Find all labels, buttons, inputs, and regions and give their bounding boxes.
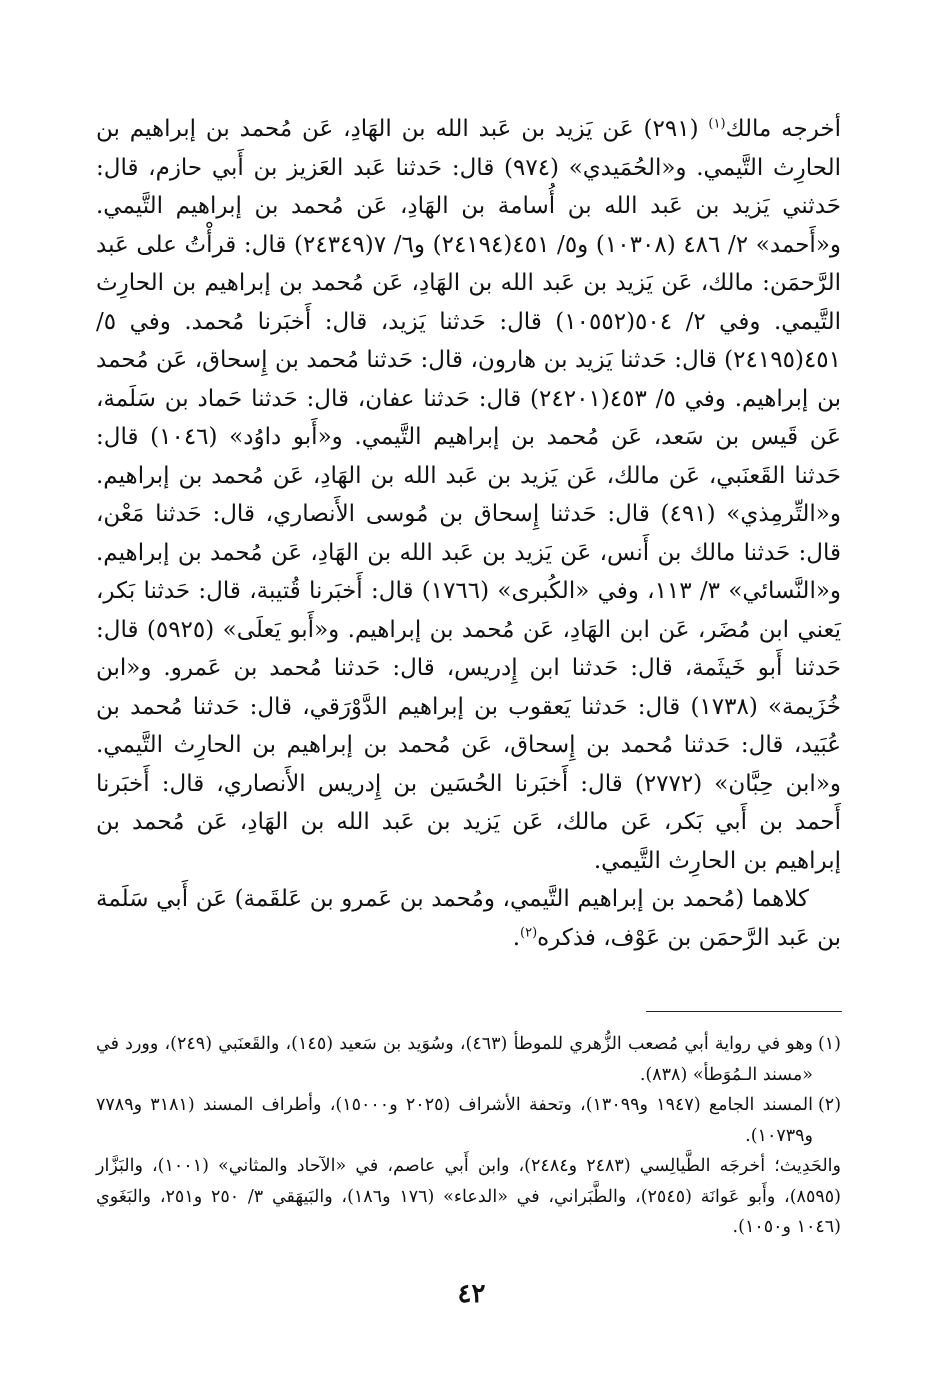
paragraph-2-end: . xyxy=(512,924,520,951)
footnote-2 xyxy=(96,1090,841,1151)
footnote-ref-1[interactable]: (١) xyxy=(708,116,726,132)
footnote-separator xyxy=(646,1011,842,1012)
paragraph-1-body: (٢٩١) عَن يَزيد بن عَبد الله بن الهَادِ، عَن مُحمد بن إبراهيم بن الحارِث التَّيمي. و«الحُمَيدي» (٩٧٤) قال: حَدثنا عَبد العَزيز بن أَبي حازم، قال: حَدثني يَزيد بن عَبد الله بن أُسامة بن الهَادِ، عَن مُحمد بن إبراهيم التَّيمي. و«أَحمد» ٢/ ٤٨٦ (١٠٣٠٨) و٥/ ٤٥١(٢٤١٩٤) و٦/ ٧(٢٤٣٤٩) قال: قرأْتُ على عَبد الرَّحمَن: مالك، عَن يَزيد بن عَبد الله بن الهَادِ، عَن مُحمد بن إبراهيم بن الحارِث التَّيمي. وفي ٢/ ٥٠٤(١٠٥٥٢) قال: حَدثنا يَزيد، قال: أَخبَرنا مُحمد. وفي ٥/ ٤٥١(٢٤١٩٥) قال: حَدثنا يَزيد بن هارون، قال: حَدثنا مُحمد بن إِسحاق، عَن مُحمد بن إبراهيم. وفي ٥/ ٤٥٣(٢٤٢٠١) قال: حَدثنا عفان، قال: حَدثنا حَماد بن سَلَمة، عَن قَيس بن سَعد، عَن مُحمد بن إبراهيم التَّيمي. و«أَبو داوُد» (١٠٤٦) قال: حَدثنا القَعنَبي، عَن مالك، عَن يَزيد بن عَبد الله بن الهَادِ، عَن مُحمد بن إبراهيم. و«التِّرمِذي» (٤٩١) قال: حَدثنا إِسحاق بن مُوسى الأَنصاري، قال: حَدثنا مَعْن، قال: حَدثنا مالك بن أَنس، عَن يَزيد بن عَبد الله بن الهَادِ، عَن مُحمد بن إبراهيم. و«النَّسائي» ٣/ ١١٣، وفي «الكُبرى» (١٧٦٦) قال: أَخبَرنا قُتيبة، قال: حَدثنا بَكر، يَعني ابن مُضَر، عَن ابن الهَادِ، عَن مُحمد بن إبراهيم. و«أَبو يَعلَى» (٥٩٢٥) قال: حَدثنا أَبو خَيثَمة، قال: حَدثنا ابن إِدريس، قال: حَدثنا مُحمد بن عَمرو. و«ابن خُزَيمة» (١٧٣٨) قال: حَدثنا يَعقوب بن إبراهيم الدَّوْرَقي، قال: حَدثنا مُحمد بن عُبَيد، قال: حَدثنا مُحمد بن إِسحاق، عَن مُحمد بن إبراهيم بن الحارِث التَّيمي. و«ابن حِبَّان» (٢٧٧٢) قال: أَخبَرنا الحُسَين بن إِدريس الأَنصاري، قال: أَخبَرنا أَحمد بن أَبي بَكر، عَن مالك، عَن يَزيد بن عَبد الله بن الهَادِ، عَن مُحمد بن إبراهيم بن الحارِث التَّيمي. xyxy=(96,116,842,874)
paragraph-2-body: كلاهما (مُحمد بن إبراهيم التَّيمي، ومُحمد بن عَمرو بن عَلقَمة) عَن أَبي سَلَمة بن عَبد الرَّحمَن بن عَوْف، فذكره xyxy=(96,886,841,951)
footnote-2-extra: والحَدِيث؛ أخرجَه الطَّيالِسي (٢٤٨٣ و٢٤٨٤)، وابن أَبي عاصم، في «الآحاد والمثاني» (١٠٠١)، والبَزَّار (٨٥٩٥)، وأَبو عَوانَة (٢٥٤٥)، والطَّبَراني، في «الدعاء» (١٧٦ و١٨٦)، والبَيهَقي ٣/ ٢٥٠ و٢٥١، والبَغَوي (١٠٤٦ و١٠٥٠). xyxy=(96,1156,841,1237)
paragraph-2 xyxy=(96,880,841,957)
footnote-1-mark: (١) xyxy=(817,1034,841,1054)
paragraph-1-lead: أخرجه مالك xyxy=(725,116,841,142)
paragraph-1 xyxy=(96,110,841,880)
footnote-ref-2[interactable]: (٢) xyxy=(520,924,538,940)
footnote-2-mark: (٢) xyxy=(817,1095,842,1115)
page-number: ٤٢ xyxy=(457,1279,486,1309)
footnote-1 xyxy=(96,1029,841,1090)
footnote-2-text: المسند الجامع (١٩٤٧ و١٣٠٩٩)، وتحفة الأشراف (٢٠٢٥ و١٥٠٠٠)، وأطراف المسند (٣١٨١ و٧٧٨٩ و١٠٧٣٩). xyxy=(96,1095,814,1146)
footnotes xyxy=(96,1029,841,1243)
main-text xyxy=(96,110,841,957)
footnote-1-text: وهو في رواية أبي مُصعب الزُّهري للموطأ (٤٦٣)، وسُوَيد بن سَعيد (١٤٥)، والقَعنَبي (٢٤٩)، وورد في «مسند الـمُوَطأ» (٨٣٨). xyxy=(96,1034,813,1085)
